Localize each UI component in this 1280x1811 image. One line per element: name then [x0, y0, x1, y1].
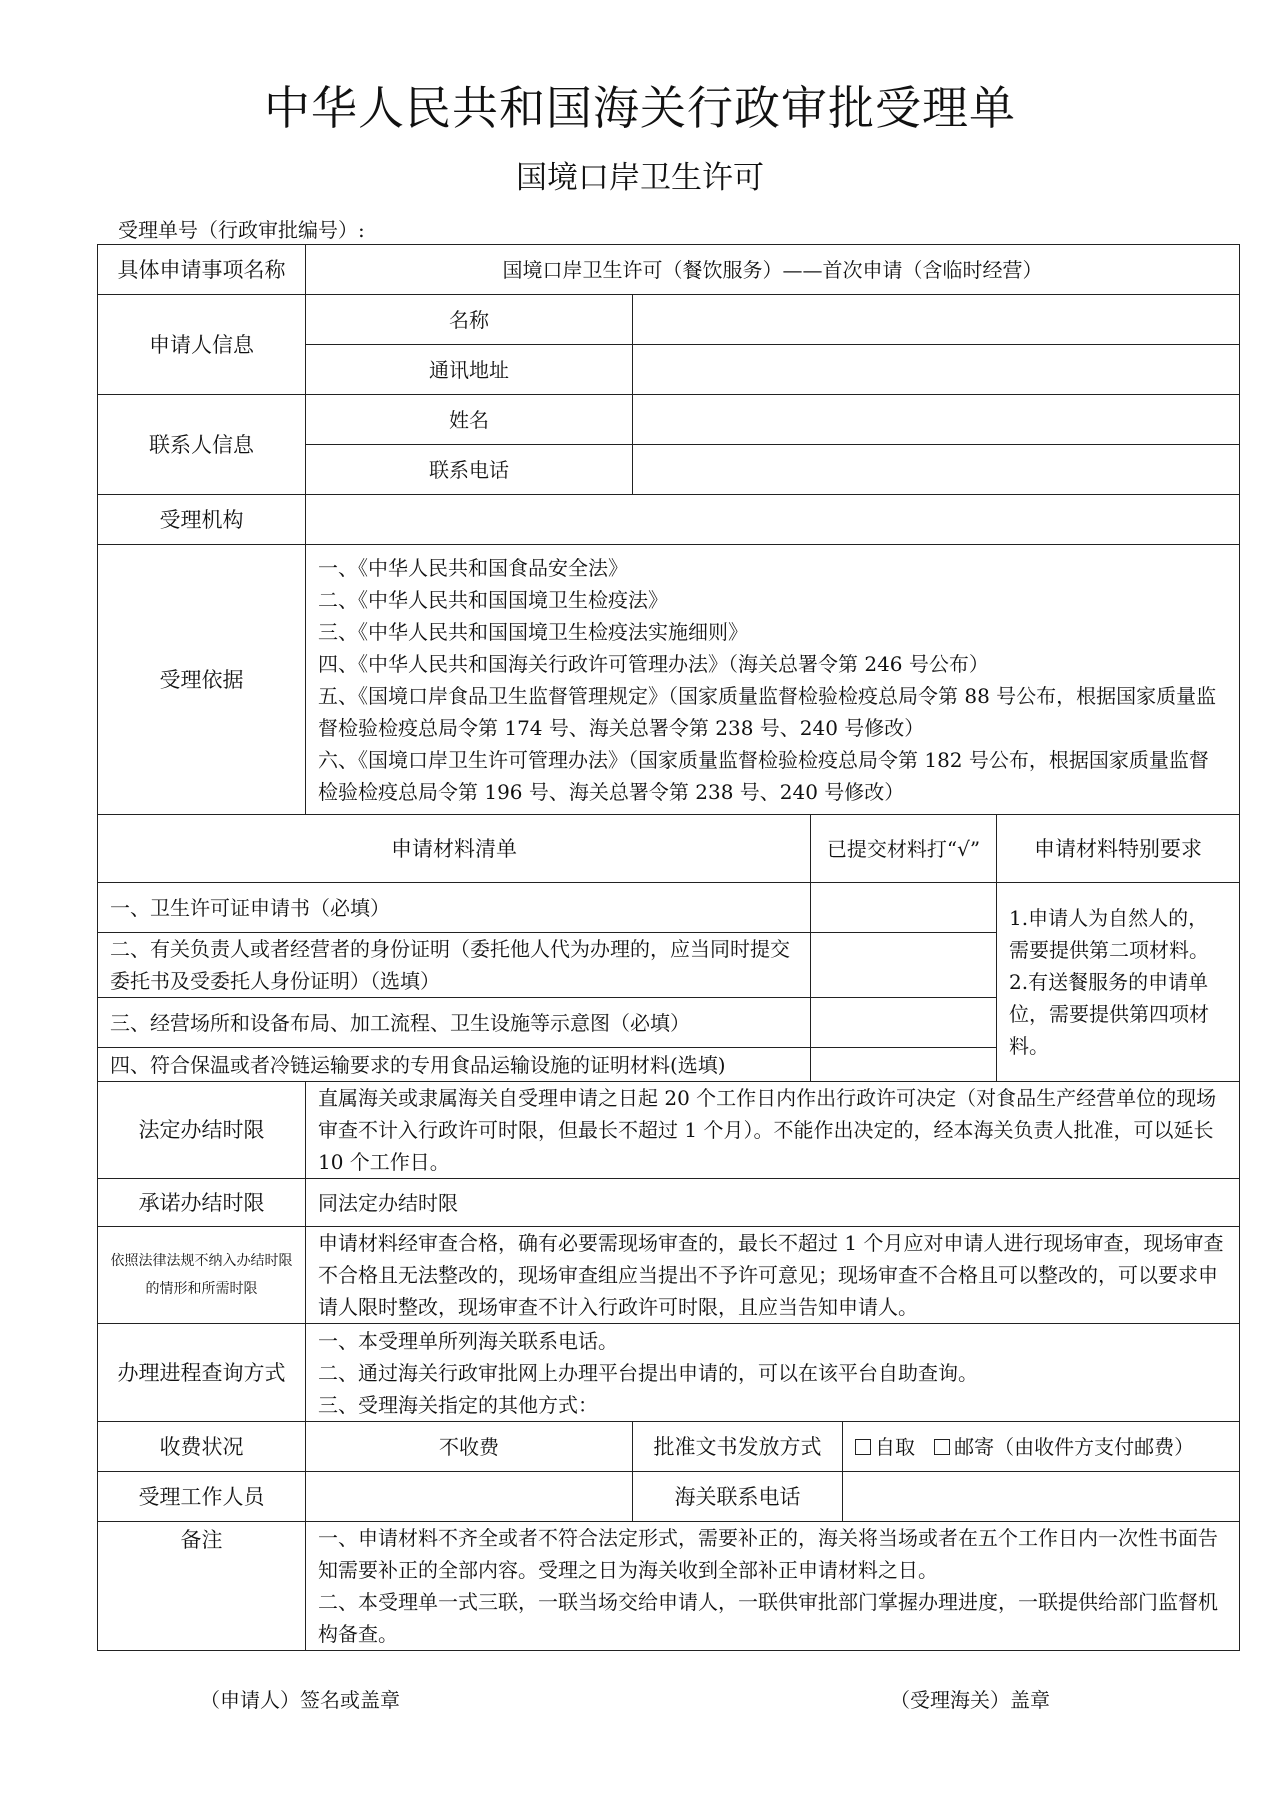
excluded-time-label: 依照法律法规不纳入办结时限的情形和所需时限: [98, 1227, 306, 1324]
progress-query-label: 办理进程查询方式: [98, 1324, 306, 1422]
material-check-cell[interactable]: [811, 883, 997, 933]
basis-label: 受理依据: [98, 545, 306, 815]
mail-checkbox[interactable]: [934, 1439, 950, 1455]
applicant-address-label: 通讯地址: [306, 345, 633, 395]
basis-line: 一、《中华人民共和国食品安全法》: [318, 555, 628, 580]
item-value: 国境口岸卫生许可（餐饮服务）——首次申请（含临时经营）: [306, 245, 1240, 295]
contact-name-field[interactable]: [633, 395, 1240, 445]
promised-time-text: 同法定办结时限: [306, 1179, 1240, 1227]
applicant-name-field[interactable]: [633, 295, 1240, 345]
mail-option-label: 邮寄（由收件方支付邮费）: [954, 1434, 1195, 1459]
materials-header-list: 申请材料清单: [98, 815, 811, 883]
promised-time-label: 承诺办结时限: [98, 1179, 306, 1227]
contact-name-label: 姓名: [306, 395, 633, 445]
progress-query-line: 三、受理海关指定的其他方式：: [318, 1392, 598, 1417]
row-legal-time: [98, 1082, 1240, 1179]
customs-phone-field[interactable]: [843, 1472, 1240, 1522]
row-staff: [98, 1472, 1240, 1522]
row-applicant-name: [98, 295, 1240, 345]
contact-label: 联系人信息: [98, 395, 306, 495]
row-progress-query: [98, 1324, 1240, 1422]
material-item: 二、有关负责人或者经营者的身份证明（委托他人代为办理的，应当同时提交委托书及受委托人身份证明）（选填）: [98, 933, 811, 998]
customs-phone-label: 海关联系电话: [633, 1472, 843, 1522]
contact-phone-field[interactable]: [633, 445, 1240, 495]
basis-line: 五、《国境口岸食品卫生监督管理规定》（国家质量监督检验检疫总局令第 88 号公布，根据国家质量监督检验检疫总局令第 174 号、海关总署令第 238 号、240 号修改）: [318, 683, 1217, 740]
materials-requirements: [997, 883, 1240, 1082]
row-basis: [98, 545, 1240, 815]
applicant-label: 申请人信息: [98, 295, 306, 395]
materials-header-submitted: 已提交材料打“√”: [811, 815, 997, 883]
basis-line: 三、《中华人民共和国国境卫生检疫法实施细则》: [318, 619, 748, 644]
remarks-text: [306, 1522, 1240, 1651]
legal-time-label: 法定办结时限: [98, 1082, 306, 1179]
row-contact-name: [98, 395, 1240, 445]
applicant-address-field[interactable]: [633, 345, 1240, 395]
row-remarks: [98, 1522, 1240, 1651]
office-field[interactable]: [306, 495, 1240, 545]
delivery-label: 批准文书发放方式: [633, 1422, 843, 1472]
contact-phone-label: 联系电话: [306, 445, 633, 495]
page-subtitle: 国境口岸卫生许可: [516, 160, 764, 196]
staff-label: 受理工作人员: [98, 1472, 306, 1522]
staff-field[interactable]: [306, 1472, 633, 1522]
requirement-line: 1.申请人为自然人的，需要提供第二项材料。: [1009, 906, 1209, 962]
basis-line: 四、《中华人民共和国海关行政许可管理办法》（海关总署令第 246 号公布）: [318, 651, 989, 676]
material-check-cell[interactable]: [811, 1048, 997, 1082]
remarks-line: 二、本受理单一式三联，一联当场交给申请人，一联供审批部门掌握办理进度，一联提供给部门监督机构备查。: [318, 1590, 1218, 1646]
material-check-cell[interactable]: [811, 998, 997, 1048]
row-excluded-time: [98, 1227, 1240, 1324]
remarks-line: 一、申请材料不齐全或者不符合法定形式，需要补正的，海关将当场或者在五个工作日内一次性书面告知需要补正的全部内容。受理之日为海关收到全部补正申请材料之日。: [318, 1526, 1218, 1582]
materials-header-requirements: 申请材料特别要求: [997, 815, 1240, 883]
customs-stamp-label: （受理海关）盖章: [890, 1688, 1050, 1712]
row-item: [98, 245, 1240, 295]
material-item: 四、符合保温或者冷链运输要求的专用食品运输设施的证明材料(选填): [98, 1048, 811, 1082]
progress-query-line: 一、本受理单所列海关联系电话。: [318, 1328, 618, 1353]
doc-number-label: 受理单号（行政审批编号）:: [118, 218, 365, 242]
row-materials-header: [98, 815, 1240, 883]
fee-value: 不收费: [306, 1422, 633, 1472]
requirement-line: 2.有送餐服务的申请单位，需要提供第四项材料。: [1009, 970, 1209, 1058]
row-office: [98, 495, 1240, 545]
row-promised-time: [98, 1179, 1240, 1227]
basis-line: 六、《国境口岸卫生许可管理办法》（国家质量监督检验检疫总局令第 182 号公布，根据国家质量监督检验检疫总局令第 196 号、海关总署令第 238 号、240 号修改）: [318, 747, 1209, 804]
page-title: 中华人民共和国海关行政审批受理单: [264, 81, 1016, 135]
item-label: 具体申请事项名称: [98, 245, 306, 295]
delivery-options: [843, 1422, 1240, 1472]
row-fee: [98, 1422, 1240, 1472]
progress-query-text: [306, 1324, 1240, 1422]
applicant-signature-label: （申请人）签名或盖章: [200, 1688, 400, 1712]
legal-time-text: 直属海关或隶属海关自受理申请之日起 20 个工作日内作出行政许可决定（对食品生产经营单位的现场审查不计入行政许可时限，但最长不超过 1 个月）。不能作出决定的，经本海关负责人批准，可以延长 10 个工作日。: [306, 1082, 1240, 1179]
pickup-option-label: 自取: [875, 1434, 915, 1459]
remarks-label: 备注: [98, 1522, 306, 1651]
applicant-name-label: 名称: [306, 295, 633, 345]
basis-text: [306, 545, 1240, 815]
pickup-checkbox[interactable]: [855, 1439, 871, 1455]
excluded-time-text: 申请材料经审查合格，确有必要需现场审查的，最长不超过 1 个月应对申请人进行现场审查，现场审查不合格且无法整改的，现场审查组应当提出不予许可意见；现场审查不合格且可以整改的，可以要求申请人限时整改，现场审查不计入行政许可时限，且应当告知申请人。: [306, 1227, 1240, 1324]
office-label: 受理机构: [98, 495, 306, 545]
row-material-1: [98, 883, 1240, 933]
material-item: 三、经营场所和设备布局、加工流程、卫生设施等示意图（必填）: [98, 998, 811, 1048]
progress-query-line: 二、通过海关行政审批网上办理平台提出申请的，可以在该平台自助查询。: [318, 1360, 978, 1385]
fee-label: 收费状况: [98, 1422, 306, 1472]
material-check-cell[interactable]: [811, 933, 997, 998]
basis-line: 二、《中华人民共和国国境卫生检疫法》: [318, 587, 668, 612]
acceptance-form-table: [97, 244, 1240, 1651]
material-item: 一、卫生许可证申请书（必填）: [98, 883, 811, 933]
